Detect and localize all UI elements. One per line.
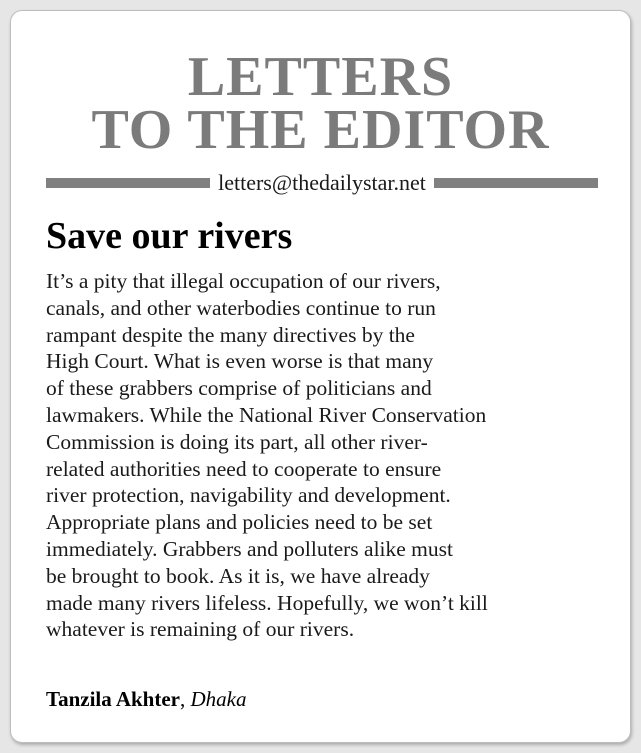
- letter-body-line: immediately. Grabbers and polluters alike must: [46, 536, 453, 561]
- letter-headline: Save our rivers: [46, 215, 293, 257]
- letter-body-line: It’s a pity that illegal occupation of our rivers,: [46, 269, 441, 293]
- letter-body-line: lawmakers. While the National River Conservation: [46, 402, 487, 427]
- letter-signature: [46, 687, 247, 712]
- letter-card: [10, 10, 631, 743]
- author-location: Dhaka: [190, 687, 247, 711]
- right-rule: [434, 178, 598, 188]
- letter-body-line: related authorities need to cooperate to ensure: [46, 456, 442, 481]
- letter-body-line: river protection, navigability and development.: [46, 483, 451, 508]
- masthead-title-line1: LETTERS: [187, 46, 454, 108]
- author-name: Tanzila Akhter: [46, 687, 180, 711]
- letter-body: [46, 268, 606, 643]
- letter-body-line: made many rivers lifeless. Hopefully, we won’t kill: [46, 590, 488, 615]
- left-rule: [46, 178, 210, 188]
- editor-email: letters@thedailystar.net: [218, 170, 426, 195]
- letter-body-line: Appropriate plans and policies need to be set: [46, 510, 433, 535]
- letter-body-line: whatever is remaining of our rivers.: [46, 617, 355, 642]
- letter-body-line: rampant despite the many directives by the: [46, 322, 415, 347]
- letter-body-line: High Court. What is even worse is that many: [46, 349, 434, 374]
- masthead-title-line2: TO THE EDITOR: [91, 99, 550, 161]
- signature-separator: ,: [180, 687, 186, 711]
- letter-body-line: of these grabbers comprise of politicians and: [46, 376, 432, 401]
- email-row: [46, 171, 598, 195]
- letter-body-line: Commission is doing its part, all other river-: [46, 429, 428, 454]
- letter-body-line: be brought to book. As it is, we have already: [46, 563, 430, 588]
- letter-body-line: canals, and other waterbodies continue to run: [46, 295, 436, 320]
